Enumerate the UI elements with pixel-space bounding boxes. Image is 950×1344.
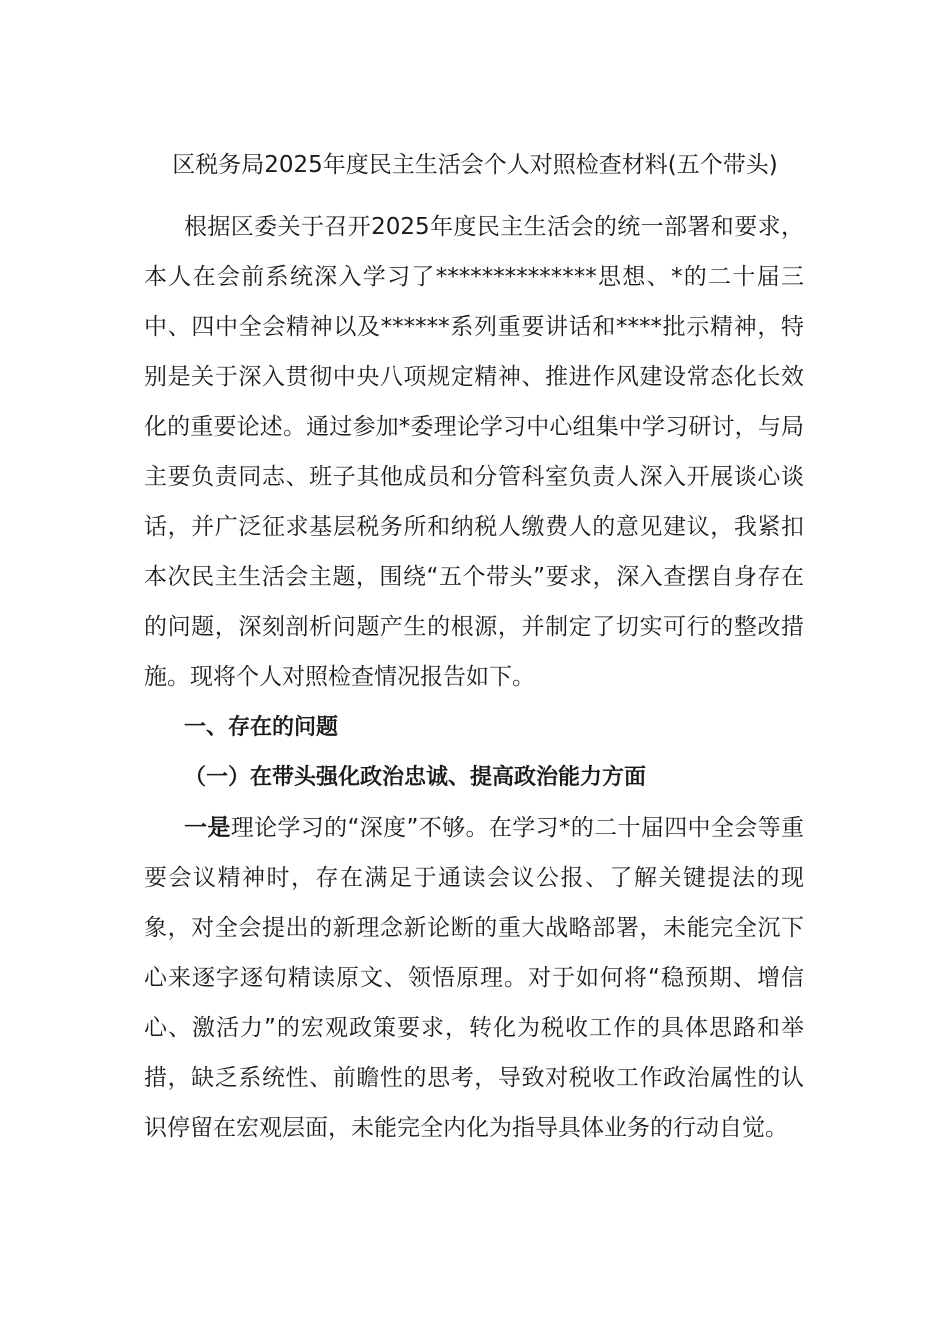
point-one-text: 理论学习的“深度”不够。在学习*的二十届四中全会等重要会议精神时，存在满足于通读会议公报、了解关键提法的现象，对全会提出的新理念新论断的重大战略部署，未能完全沉下心来逐字逐句精读原文、领悟原理。对于如何将“稳预期、增信心、激活力”的宏观政策要求，转化为税收工作的具体思路和举措，缺乏系统性、前瞻性的思考，导致对税收工作政治属性的认识停留在宏观层面，未能完全内化为指导具体业务的行动自觉。: [144, 815, 804, 1141]
document-title: 区税务局2025年度民主生活会个人对照检查材料(五个带头): [172, 152, 778, 178]
point-one-lead: 一是: [184, 815, 231, 841]
intro-paragraph: 根据区委关于召开2025年度民主生活会的统一部署和要求，本人在会前系统深入学习了**************思想、*的二十届三中、四中全会精神以及******系列重要讲话和****批示精神，特别是关于深入贯彻中央八项规定精神、推进作风建设常态化长效化的重要论述。通过参加*委理论学习中心组集中学习研讨，与局主要负责同志、班子其他成员和分管科室负责人深入开展谈心谈话，并广泛征求基层税务所和纳税人缴费人的意见建议，我紧扣本次民主生活会主题，围绕“五个带头”要求，深入查摆自身存在的问题，深刻剖析问题产生的根源，并制定了切实可行的整改措施。现将个人对照检查情况报告如下。: [144, 214, 804, 690]
section-heading: 一、存在的问题: [184, 715, 339, 740]
point-one-paragraph: [144, 803, 804, 1153]
subsection-heading: （一）在带头强化政治忠诚、提高政治能力方面: [184, 765, 647, 790]
